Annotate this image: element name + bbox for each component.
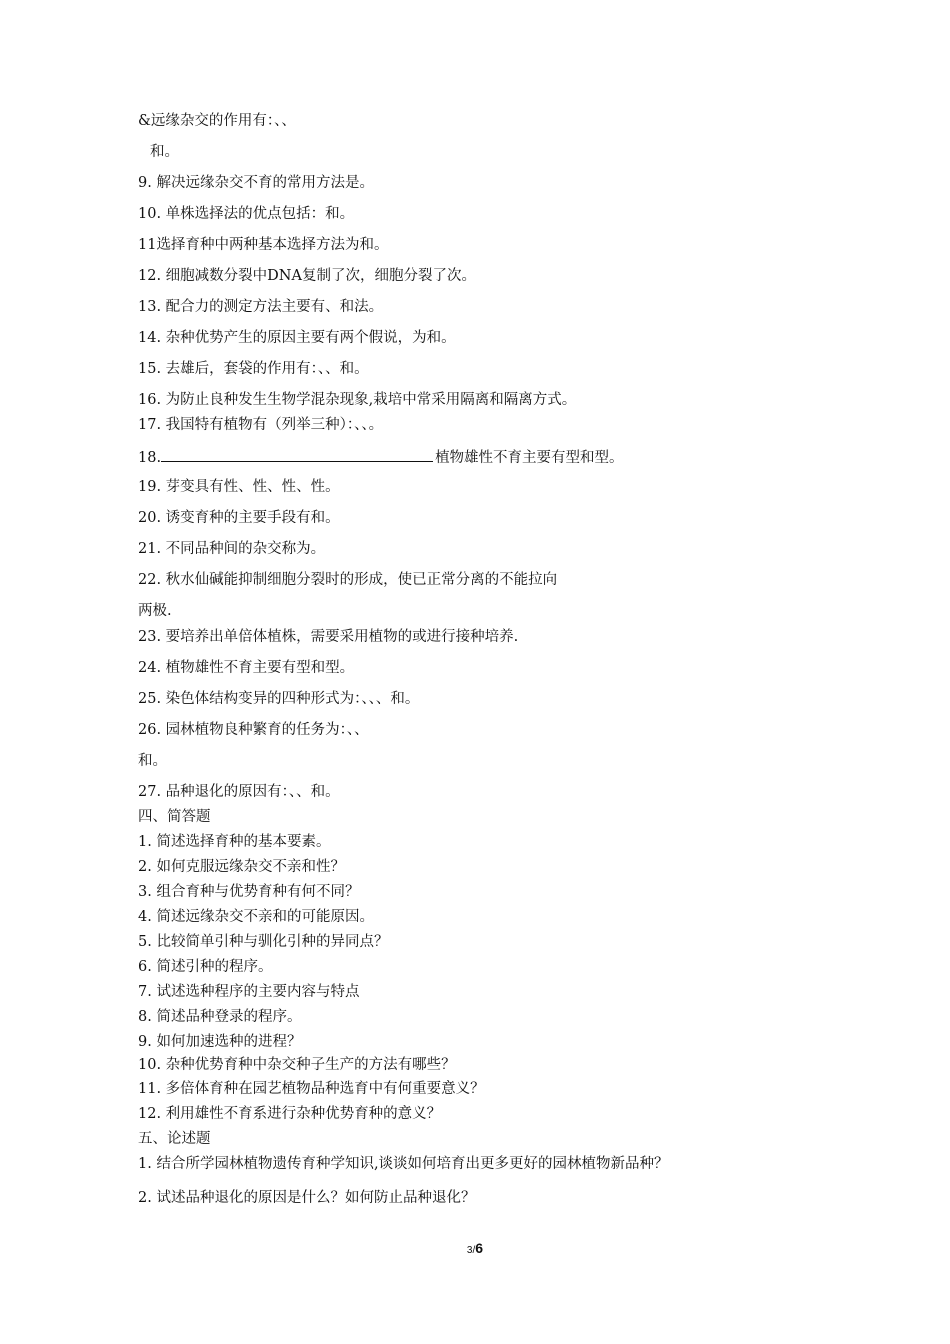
question-9: 9. 解决远缘杂交不育的常用方法是。: [138, 175, 374, 191]
question-11: 11选择育种中两种基本选择方法为和。: [138, 237, 389, 253]
question-10: 10. 单株选择法的优点包括：和。: [138, 206, 355, 222]
section-4-title: 四、简答题: [138, 809, 211, 825]
short-answer-7: 7. 试述选种程序的主要内容与特点: [138, 984, 360, 1000]
question-13: 13. 配合力的测定方法主要有、和法。: [138, 299, 384, 315]
short-answer-8: 8. 简述品种登录的程序。: [138, 1009, 302, 1025]
short-answer-11: 11. 多倍体育种在园艺植物品种选育中有何重要意义？: [138, 1081, 485, 1097]
short-answer-12: 12. 利用雄性不育系进行杂种优势育种的意义？: [138, 1106, 442, 1122]
page-total: 6: [475, 1240, 484, 1256]
essay-2: 2. 试述品种退化的原因是什么？如何防止品种退化？: [138, 1190, 476, 1206]
short-answer-4: 4. 简述远缘杂交不亲和的可能原因。: [138, 909, 374, 925]
question-26-line-2: 和。: [138, 753, 167, 769]
page-number: [0, 1240, 950, 1256]
question-17: 17. 我国特有植物有（列举三种）：、、。: [138, 417, 384, 433]
answer-blank: [161, 447, 433, 462]
page-current: 3/: [466, 1245, 476, 1256]
question-21: 21. 不同品种间的杂交称为。: [138, 541, 326, 557]
question-22-line-2: 两极.: [138, 603, 172, 619]
question-18-number: 18.: [138, 450, 162, 466]
question-8-line-2: 和。: [150, 144, 179, 160]
question-27: 27. 品种退化的原因有：、、和。: [138, 784, 340, 800]
question-19: 19. 芽变具有性、性、性、性。: [138, 479, 340, 495]
short-answer-2: 2. 如何克服远缘杂交不亲和性？: [138, 859, 345, 875]
question-14: 14. 杂种优势产生的原因主要有两个假说，为和。: [138, 330, 456, 346]
question-15: 15. 去雄后，套袋的作用有：、、和。: [138, 361, 369, 377]
section-5-title: 五、论述题: [138, 1131, 211, 1147]
question-8-line-1: &远缘杂交的作用有：、、: [138, 113, 296, 129]
short-answer-9: 9. 如何加速选种的进程？: [138, 1034, 302, 1050]
question-18: [138, 447, 624, 467]
question-20: 20. 诱变育种的主要手段有和。: [138, 510, 340, 526]
essay-1: 1. 结合所学园林植物遗传育种学知识,谈谈如何培育出更多更好的园林植物新品种？: [138, 1156, 669, 1172]
question-24: 24. 植物雄性不育主要有型和型。: [138, 660, 355, 676]
question-16: 16. 为防止良种发生生物学混杂现象,栽培中常采用隔离和隔离方式。: [138, 392, 577, 408]
short-answer-3: 3. 组合育种与优势育种有何不同？: [138, 884, 360, 900]
question-26-line-1: 26. 园林植物良种繁育的任务为：、、: [138, 722, 369, 738]
question-18-text: 植物雄性不育主要有型和型。: [435, 450, 624, 466]
short-answer-6: 6. 简述引种的程序。: [138, 959, 273, 975]
short-answer-1: 1. 简述选择育种的基本要素。: [138, 834, 331, 850]
short-answer-10: 10. 杂种优势育种中杂交种子生产的方法有哪些？: [138, 1057, 456, 1073]
question-25: 25. 染色体结构变异的四种形式为：、、、和。: [138, 691, 420, 707]
question-23: 23. 要培养出单倍体植株，需要采用植物的或进行接种培养.: [138, 629, 519, 645]
short-answer-5: 5. 比较简单引种与驯化引种的异同点？: [138, 934, 389, 950]
question-12: 12. 细胞减数分裂中DNA复制了次，细胞分裂了次。: [138, 268, 476, 284]
question-22-line-1: 22. 秋水仙碱能抑制细胞分裂时的形成，使已正常分离的不能拉向: [138, 572, 558, 588]
